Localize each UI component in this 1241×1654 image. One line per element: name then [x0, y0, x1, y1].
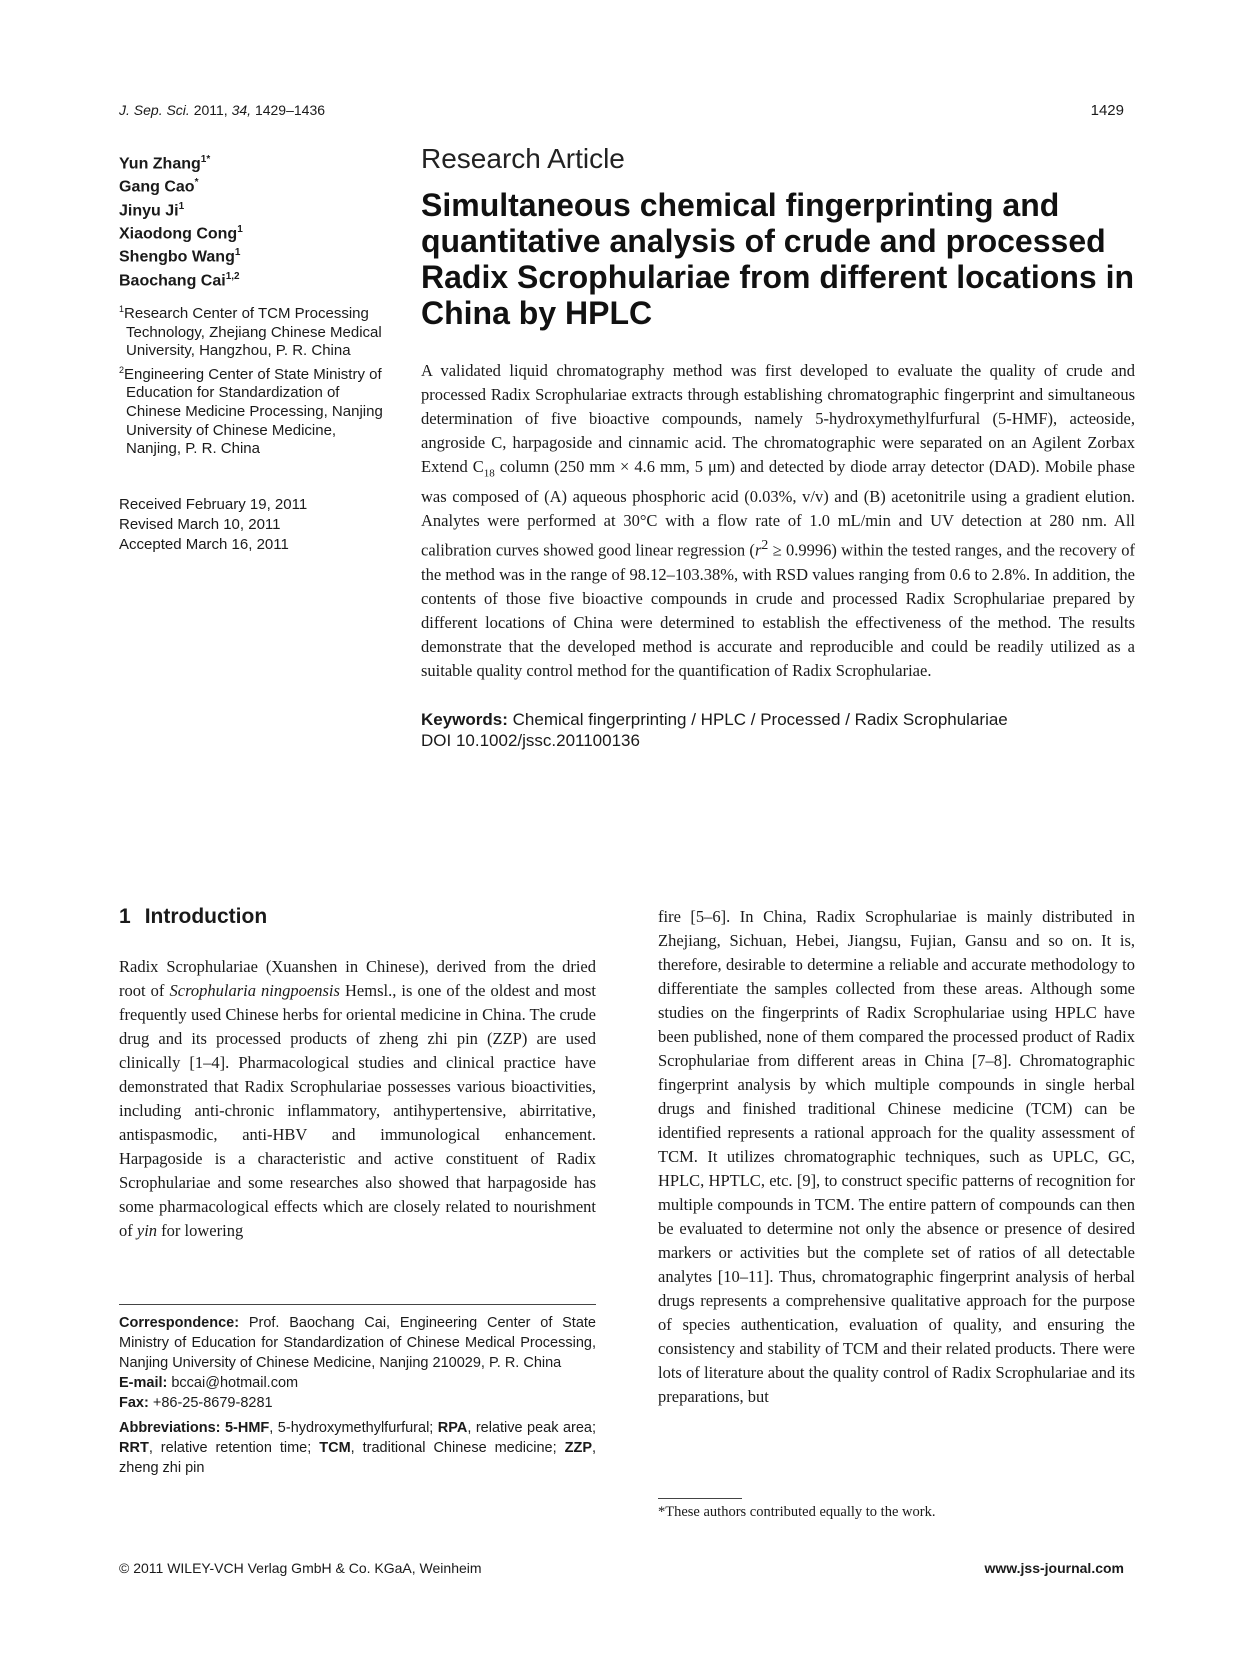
- affiliation: [119, 300, 389, 361]
- author: [119, 243, 389, 266]
- article-dates: [119, 495, 389, 555]
- abstract-superscript: 2: [761, 537, 769, 553]
- footnote-block: [658, 1498, 1135, 1521]
- title-abstract-column: [421, 143, 1135, 751]
- section-heading: [119, 905, 596, 929]
- correspondence-block: [119, 1304, 596, 1413]
- correspondence-email: [119, 1373, 596, 1393]
- abstract-text: column (250 mm × 4.6 mm, 5 μm) and detected by diode array detector (DAD). Mobile phase was composed of (A) aqueous phosphoric acid (0.03%, v/v) and (B) acetonitrile using a gradient elution. Analytes were performed at 30°C with a flow rate of 1.0 mL/min and UV detection at 280 nm. All calibration curves showed good linear regression (: [421, 457, 1135, 560]
- abstract-symbol: r: [754, 540, 762, 560]
- affiliation-text: Research Center of TCM Processing Technology, Zhejiang Chinese Medical University, Hangzhou, P. R. China: [124, 304, 382, 360]
- intro-paragraph-left: [119, 955, 596, 1243]
- abbreviations-label: Abbreviations:: [119, 1420, 221, 1436]
- affiliation-text: Engineering Center of State Ministry of Education for Standardization of Chinese Medicine Processing, Nanjing University of Chinese Medicine, Nanjing, P. R. China: [124, 365, 383, 458]
- author-mark: 1*: [200, 154, 211, 165]
- correspondence-text: Prof. Baochang Cai, Engineering Center of State Ministry of Education for Standardization of Chinese Medical Processing, Nanjing University of Chinese Medicine, Nanjing 210029, P. R. China: [119, 1315, 596, 1371]
- page-number: 1429: [1090, 102, 1124, 119]
- author-name: Jinyu Ji: [119, 201, 179, 219]
- abstract-subscript: 18: [483, 467, 495, 480]
- author-name: Gang Cao: [119, 178, 195, 196]
- author-name: Baochang Cai: [119, 271, 226, 289]
- author-mark: 1,2: [225, 270, 240, 282]
- abbreviation-definition: 5-hydroxymethylfurfural: [277, 1420, 430, 1436]
- affiliation: [119, 361, 389, 459]
- journal-volume: 34,: [231, 102, 252, 118]
- footnote-rule: [658, 1498, 742, 1499]
- fax-number: +86-25-8679-8281: [148, 1395, 273, 1411]
- author-mark: 1: [234, 247, 241, 259]
- correspondence: [119, 1313, 596, 1373]
- body-text: Radix Scrophulariae (Xuanshen in Chinese), derived from the dried root of: [119, 957, 596, 1000]
- keywords-text: Chemical fingerprinting / HPLC / Processed / Radix Scrophulariae: [507, 709, 1008, 729]
- abbreviation: RRT: [119, 1440, 149, 1456]
- abbreviation: 5-HMF: [224, 1420, 270, 1436]
- abbreviation-definition: traditional Chinese medicine: [362, 1440, 553, 1456]
- author-column: [119, 150, 389, 555]
- author: [119, 173, 389, 196]
- author-name: Shengbo Wang: [119, 248, 235, 266]
- author: [119, 267, 389, 290]
- email-label: E-mail:: [119, 1375, 168, 1391]
- abbreviation: RPA: [437, 1420, 468, 1436]
- species-name: Scrophularia ningpoensis: [169, 981, 340, 1000]
- body-column-right: [658, 905, 1135, 1409]
- affiliation-mark: 1: [119, 303, 125, 314]
- article-title: Simultaneous chemical fingerprinting and quantitative analysis of crude and processed Radix Scrophulariae from different locations in China by HPLC: [421, 187, 1135, 331]
- received-date: Received February 19, 2011: [119, 495, 308, 513]
- footnote: *These authors contributed equally to the work.: [658, 1504, 936, 1520]
- section-title: Introduction: [144, 905, 268, 928]
- fax-label: Fax:: [119, 1395, 149, 1411]
- email-address: bccai@hotmail.com: [167, 1375, 299, 1391]
- keywords: [421, 709, 1135, 730]
- abbreviation-definition: relative peak area: [475, 1420, 592, 1436]
- author-name: Xiaodong Cong: [119, 225, 238, 243]
- abstract-text: A validated liquid chromatography method was first developed to evaluate the quality of crude and processed Radix Scrophulariae extracts through establishing chromatographic fingerprint and simultaneous determination of five bioactive compounds, namely 5-hydroxymethylfurfural (5-HMF), acteoside, angroside C, harpagoside and cinnamic acid. The chromatographic were separated on an Agilent Zorbax Extend C: [421, 361, 1135, 476]
- abbreviations-block: Abbreviations: 5-HMF, 5-hydroxymethylfurfural; RPA, relative peak area; RRT, relative retention time; TCM, traditional Chinese medicine; ZZP, zheng zhi pin: [119, 1420, 597, 1476]
- body-text: Hemsl., is one of the oldest and most frequently used Chinese herbs for oriental medicine in China. The crude drug and its processed products of zheng zhi pin (ZZP) are used clinically [1–4]. Pharmacological studies and clinical practice have demonstrated that Radix Scrophulariae possesses various bioactivities, including anti-chronic inflammatory, antihypertensive, abirritative, antispasmodic, anti-HBV and immunological enhancement. Harpagoside is a characteristic and active constituent of Radix Scrophulariae and some researches also showed that harpagoside has some pharmacological effects which are closely related to nourishment of: [119, 981, 596, 1240]
- author: [119, 197, 389, 220]
- article-type: Research Article: [421, 143, 625, 174]
- keywords-block: [421, 709, 1135, 751]
- abstract-text: ≥ 0.9996) within the tested ranges, and the recovery of the method was in the range of 98.12–103.38%, with RSD values ranging from 0.6 to 2.8%. In addition, the contents of those five bioactive compounds in crude and processed Radix Scrophulariae prepared by different locations of China were determined to establish the effectiveness of the method. The results demonstrate that the developed method is accurate and reproducible and could be readily utilized as a suitable quality control method for the quantification of Radix Scrophulariae.: [421, 540, 1135, 680]
- body-text: for lowering: [157, 1221, 244, 1240]
- author-name: Yun Zhang: [119, 155, 201, 173]
- author-mark: 1: [178, 200, 185, 212]
- doi: DOI 10.1002/jssc.201100136: [421, 730, 640, 750]
- journal-name: J. Sep. Sci.: [119, 102, 190, 118]
- correspondence-label: Correspondence:: [119, 1315, 240, 1331]
- abbreviation-definition: relative retention time: [160, 1440, 308, 1456]
- section-number: 1: [119, 905, 131, 928]
- author: [119, 220, 389, 243]
- abbreviation: ZZP: [564, 1440, 592, 1456]
- journal-pages: 1429–1436: [254, 102, 326, 118]
- affiliation-mark: 2: [119, 364, 125, 375]
- abbreviation: TCM: [319, 1440, 351, 1456]
- footer-url[interactable]: www.jss-journal.com: [984, 1560, 1124, 1576]
- affiliations: [119, 300, 389, 459]
- abbreviation-definition: zheng zhi pin: [119, 1460, 205, 1476]
- author-list: [119, 150, 389, 290]
- author-mark: *: [194, 177, 199, 189]
- author: [119, 150, 389, 173]
- revised-date: Revised March 10, 2011: [119, 515, 281, 533]
- correspondence-fax: [119, 1393, 596, 1413]
- body-column-left: [119, 905, 596, 1243]
- keywords-label: Keywords:: [421, 709, 508, 729]
- italic-term: yin: [136, 1221, 158, 1240]
- journal-year: 2011,: [193, 102, 228, 118]
- journal-reference: [119, 102, 325, 118]
- footer-copyright: © 2011 WILEY-VCH Verlag GmbH & Co. KGaA, Weinheim: [119, 1560, 482, 1576]
- abstract: [421, 359, 1135, 683]
- intro-paragraph-right: fire [5–6]. In China, Radix Scrophulariae is mainly distributed in Zhejiang, Sichuan, Hebei, Jiangsu, Fujian, Gansu and so on. It is, therefore, desirable to determine a reliable and accurate methodology to differentiate the samples collected from these areas. Although some studies on the fingerprints of Radix Scrophulariae using HPLC have been published, none of them compared the processed product of Radix Scrophulariae from different areas in China [7–8]. Chromatographic fingerprint analysis by which multiple compounds in single herbal drugs and finished traditional Chinese medicine (TCM) can be identified represents a rational approach for the quality assessment of TCM. It utilizes chromatographic techniques, such as UPLC, GC, HPLC, HPTLC, etc. [9], to construct specific patterns of recognition for multiple compounds in TCM. The entire pattern of compounds can then be evaluated to determine not only the absence or presence of desired markers or activities but the complete set of ratios of all detectable analytes [10–11]. Thus, chromatographic fingerprint analysis of herbal drugs represents a comprehensive qualitative approach for the purpose of species authentication, evaluation of quality, and ensuring the consistency and stability of TCM and their related products. There were lots of literature about the quality control of Radix Scrophulariae and its preparations, but: [658, 907, 1135, 1406]
- author-mark: 1: [237, 223, 243, 235]
- accepted-date: Accepted March 16, 2011: [119, 535, 289, 553]
